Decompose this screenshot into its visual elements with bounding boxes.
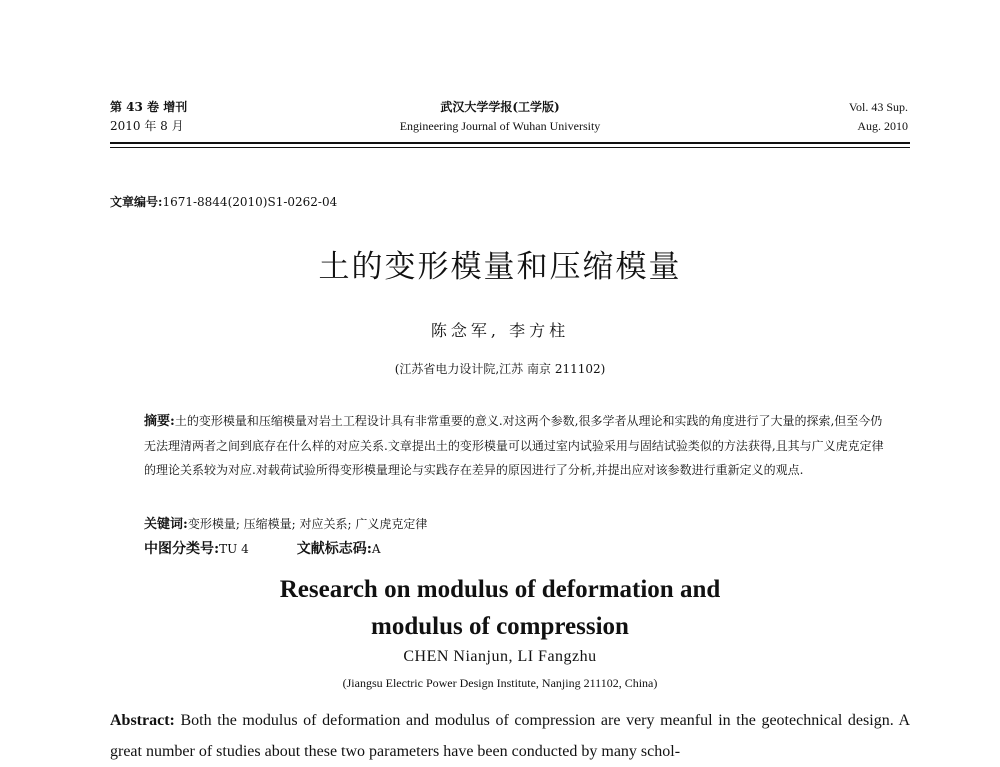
chinese-abstract-label: 摘要: [144,414,175,429]
keywords-label: 关键词: [144,517,188,532]
journal-volume-info-en [849,98,908,136]
doc-code-label: 文献标志码: [296,541,372,557]
chinese-title: 土的变形模量和压缩模量 [318,249,682,285]
english-authors: CHEN Nianjun, LI Fangzhu [403,648,597,665]
chinese-abstract [144,409,884,482]
english-title-line1: Research on modulus of deformation and [279,576,721,603]
journal-name-en: Engineering Journal of Wuhan University [399,119,601,133]
chinese-affiliation: (江苏省电力设计院,江苏 南京 211102) [394,362,606,376]
clc-value: TU 4 [219,542,249,556]
article-number [110,193,337,210]
volume-en: Vol. 43 Sup. [848,100,908,114]
header-rule-thin [110,147,910,148]
volume-issue: 第 43 卷 增刊 [110,100,188,114]
doc-code-value: A [371,542,381,556]
publication-date-en: Aug. 2010 [857,119,908,133]
chinese-abstract-text: 土的变形模量和压缩模量对岩土工程设计具有非常重要的意义.对这两个参数,很多学者从理论和实践的角度进行了大量的探索,但至今仍无法理清两者之间到底存在什么样的对应关系.文章提出土的变形模量可以通过室内试验采用与固结试验类似的方法获得,且其与广义虎克定律的理论关系较为对应.对载荷试验所得变形模量理论与实践存在差异的原因进行了分析,并提出应对该参数进行重新定义的观点. [144,414,884,477]
classification-line [144,538,381,558]
english-abstract-label: Abstract: [110,712,175,729]
english-abstract-text: Both the modulus of deformation and modulus of compression are very meanful in the geotechnical design. A great number of studies about these two parameters have been conducted by many schol- [110,712,910,760]
english-title [0,571,1000,645]
publication-date-cn: 2010 年 8 月 [110,119,184,133]
chinese-keywords [144,513,427,532]
chinese-authors: 陈念军, 李方柱 [430,321,570,340]
article-number-value: 1671-8844(2010)S1-0262-04 [162,195,338,209]
header-rule-thick [110,142,910,144]
english-abstract [110,705,910,767]
english-title-line2: modulus of compression [371,613,629,640]
keywords-text: 变形模量; 压缩模量; 对应关系; 广义虎克定律 [187,517,428,531]
journal-name-cn: 武汉大学学报(工学版) [440,100,560,114]
article-number-label: 文章编号: [110,195,163,209]
clc-label: 中图分类号: [144,541,220,557]
english-affiliation: (Jiangsu Electric Power Design Institute, Nanjing 211102, China) [342,676,658,690]
